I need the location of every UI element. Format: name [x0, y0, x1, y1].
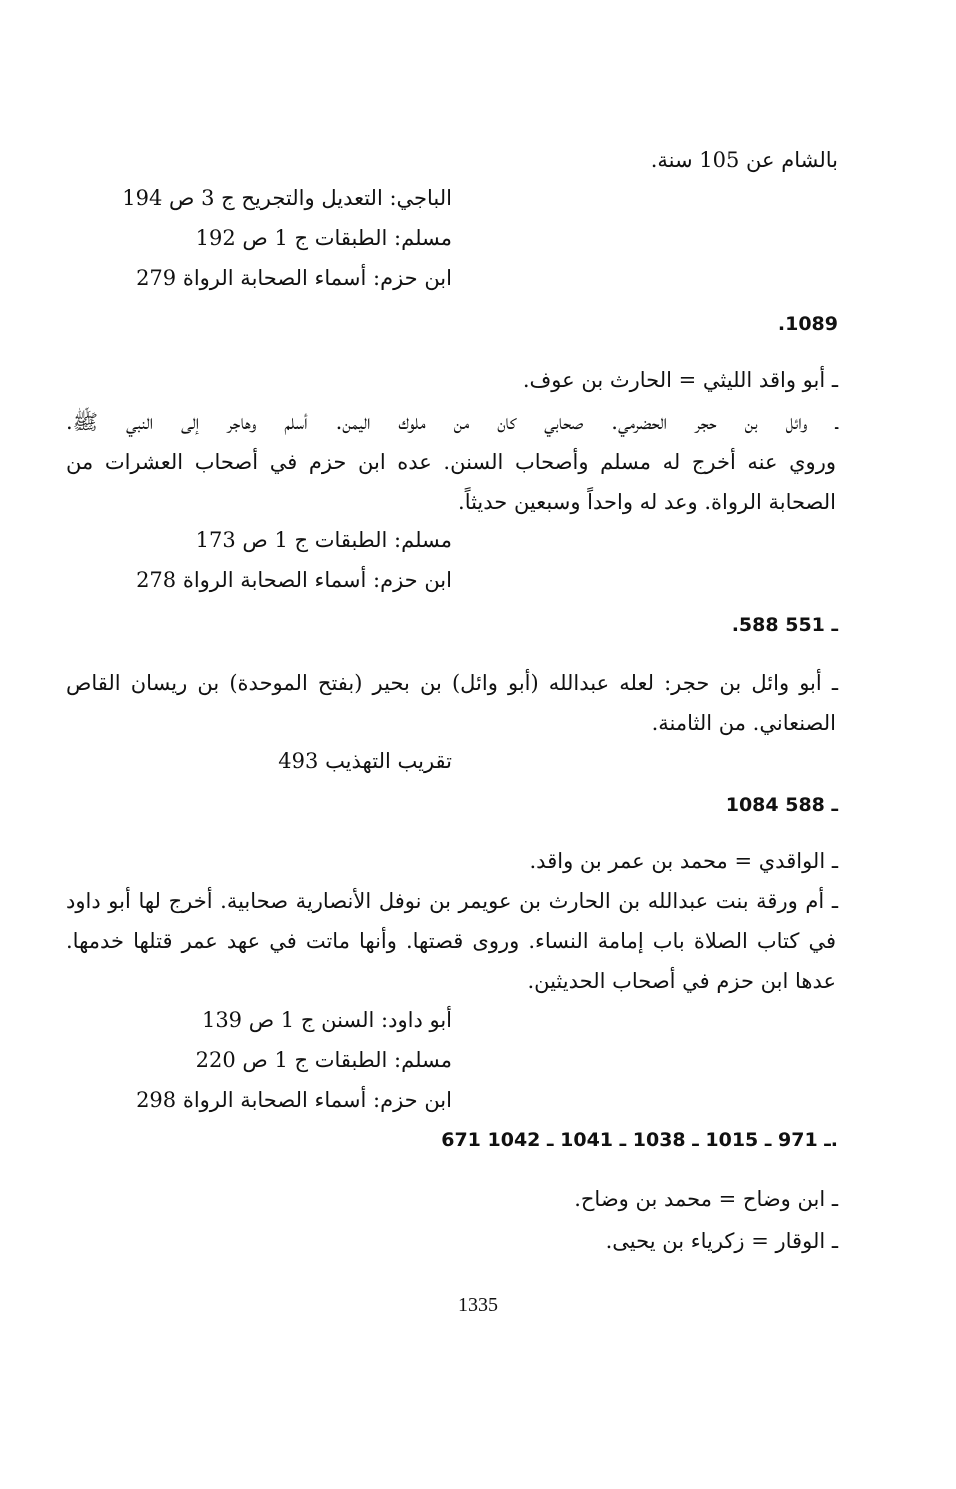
- source-reference: ابن حزم: أسماء الصحابة الرواة 298: [136, 1088, 452, 1112]
- entry-line: ـ أم ورقة بنت عبدالله بن الحارث بن عويمر بن نوفل الأنصارية صحابية. أخرج لها أبو داود: [66, 889, 838, 913]
- source-reference: مسلم: الطبقات ج 1 ص 220: [195, 1048, 452, 1072]
- page-number: 1335: [458, 1294, 498, 1316]
- entry-line: ـ ابن وضاح = محمد بن وضاح.: [574, 1187, 838, 1211]
- source-reference: مسلم: الطبقات ج 1 ص 192: [195, 226, 452, 250]
- entry-line: ـ أبو وائل بن حجر: لعله عبدالله (أبو وائل) بن بحير (بفتح الموحدة) بن ريسان القاص: [66, 671, 838, 695]
- entry-continuation: عدها ابن حزم في أصحاب الحديثين.: [527, 969, 836, 993]
- source-reference: مسلم: الطبقات ج 1 ص 173: [195, 528, 452, 552]
- entry-continuation: في كتاب الصلاة باب إمامة النساء. وروى قصتها. وأنها ماتت في عهد عمر قتلها خدمها.: [66, 929, 836, 953]
- text-line: بالشام عن 105 سنة.: [650, 148, 838, 172]
- entry-line: ـ الواقدي = محمد بن عمر بن واقد.: [529, 849, 838, 873]
- source-reference: الباجي: التعديل والتجريح ج 3 ص 194: [122, 186, 452, 210]
- source-reference: ابن حزم: أسماء الصحابة الرواة 279: [136, 266, 452, 290]
- entry-line: ـ الوقار = زكرياء بن يحيى.: [605, 1229, 838, 1253]
- entry-continuation: الصحابة الرواة. وعد له واحداً وسبعين حديثاً.: [458, 490, 836, 514]
- cross-reference-numbers: .588 ـ 551: [731, 614, 838, 636]
- cross-reference-numbers: 1084 ـ 588: [725, 794, 838, 816]
- entry-line: ـ أبو واقد الليثي = الحارث بن عوف.: [522, 368, 838, 392]
- entry-line: ـ وائل بن حجر الحضرمي. صحابي كان من ملوك اليمن. أسلم وهاجر إلى النبي ﷺ.: [66, 410, 838, 434]
- entry-continuation: وروي عنه أخرج له مسلم وأصحاب السنن. عده ابن حزم في أصحاب العشرات من: [66, 450, 836, 474]
- source-reference: أبو داود: السنن ج 1 ص 139: [201, 1008, 452, 1032]
- source-reference: تقريب التهذيب 493: [278, 749, 452, 773]
- cross-reference-numbers: 671 ـ 971 ـ 1015 ـ 1038 ـ 1041 ـ 1042.: [441, 1129, 838, 1151]
- entry-continuation: الصنعاني. من الثامنة.: [651, 711, 836, 735]
- cross-reference-numbers: .1089: [777, 313, 838, 335]
- source-reference: ابن حزم: أسماء الصحابة الرواة 278: [136, 568, 452, 592]
